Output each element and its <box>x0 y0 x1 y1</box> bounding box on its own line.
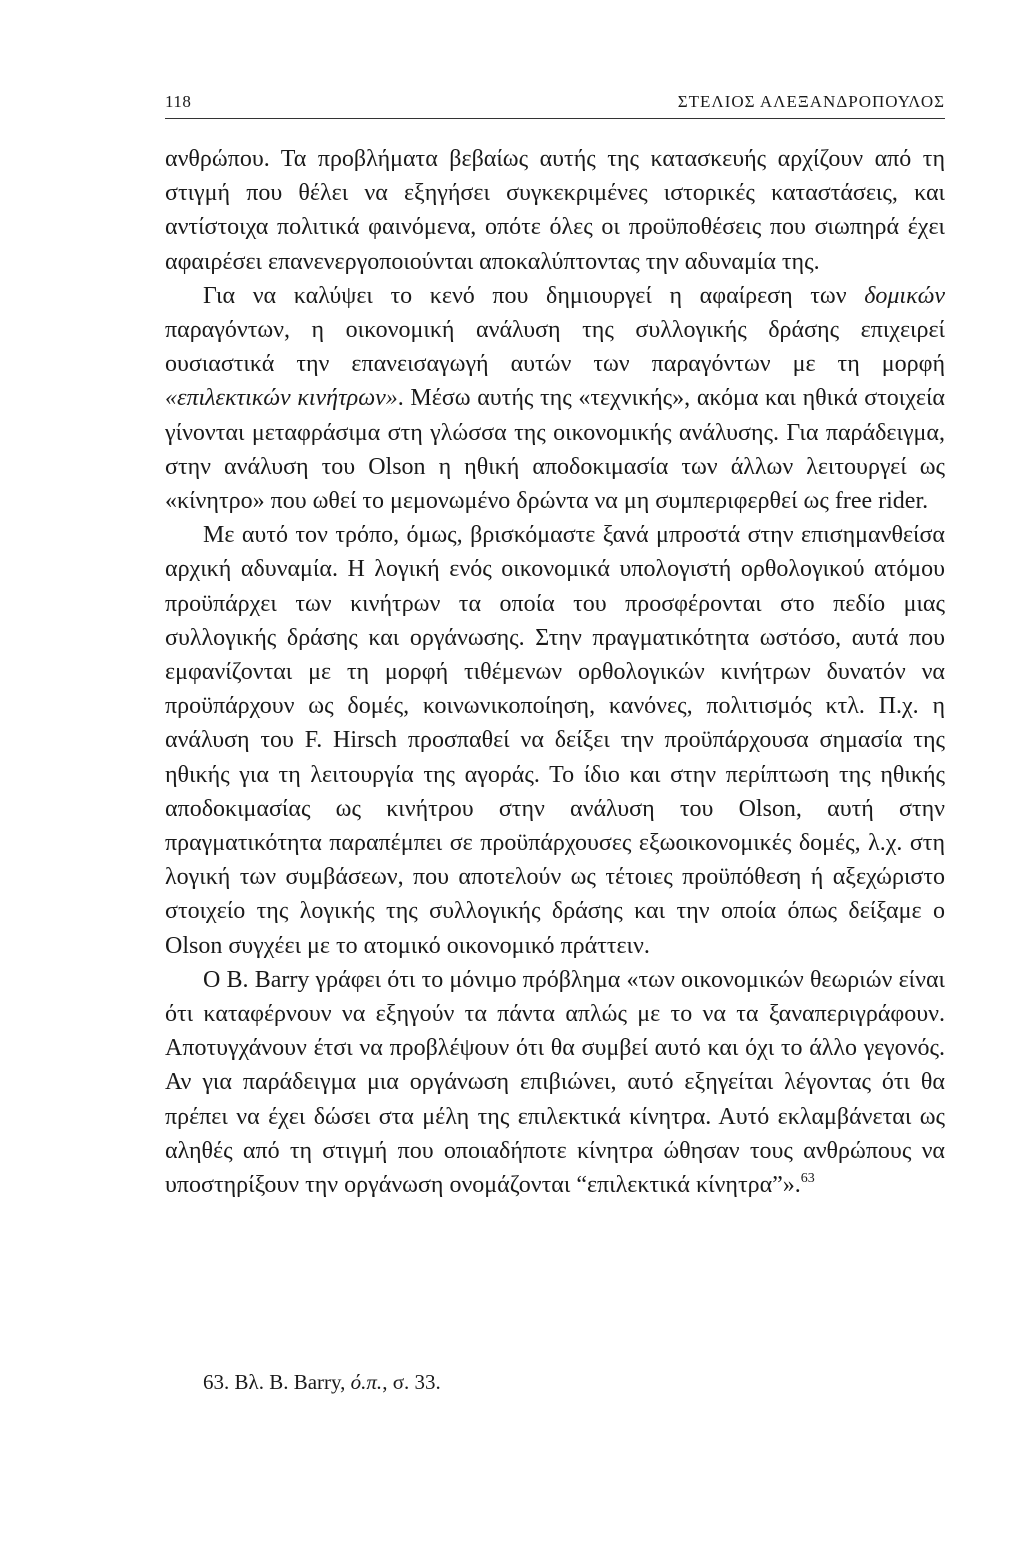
header-rule <box>165 118 945 119</box>
paragraph-1: ανθρώπου. Τα προβλήματα βεβαίως αυτής της κατασκευής αρχίζουν από τη στιγμή που θέλει να εξηγήσει συγκεκριμένες ιστορικές καταστάσεις, και αντίστοιχα πολιτικά φαινόμενα, οπότε όλες οι προϋποθέσεις που σιωπηρά έχει αφαιρέσει επανενεργοποιούνται αποκαλύπτοντας την αδυναμία της. <box>165 146 945 275</box>
footnote-number: 63. <box>203 1370 230 1394</box>
paragraph-4 <box>165 963 945 1202</box>
running-head-author: ΣΤΕΛΙΟΣ ΑΛΕΞΑΝΔΡΟΠΟΥΛΟΣ <box>677 92 945 111</box>
body-text <box>165 142 945 1202</box>
page-number: 118 <box>165 92 192 111</box>
paragraph-2-emphasis-structural: δομικών <box>864 282 945 309</box>
book-page <box>165 0 945 1551</box>
running-head <box>165 92 945 114</box>
paragraph-2-text-a: Για να καλύψει το κενό που δημιουργεί η αφαίρεση των <box>203 282 865 309</box>
footnote-text-a: Βλ. Β. Barry, <box>229 1370 351 1394</box>
paragraph-2-emphasis-incentives: «επιλεκτικών κινήτρων» <box>165 385 398 412</box>
footnote-op-cit: ό.π. <box>350 1370 383 1394</box>
footnote-reference-63[interactable]: 63 <box>800 1171 815 1187</box>
paragraph-3: Με αυτό τον τρόπο, όμως, βρισκόμαστε ξανά μπροστά στην επισημανθείσα αρχική αδυναμία. Η λογική ενός οικονομικά υπολογιστή ορθολογικού ατόμου προϋπάρχει των κινήτρων τα οποία του προσφέρονται στο πεδίο μιας συλλογικής δράσης και οργάνωσης. Στην πραγματικότητα ωστόσο, αυτά που εμφανίζονται με τη μορφή τιθέμενων ορθολογικών κινήτρων δυνατόν να προϋπάρχουν ως δομές, κοινωνικοποίηση, κανόνες, πολιτισμός κτλ. Π.χ. η ανάλυση του F. Hirsch προσπαθεί να δείξει την προϋπάρχουσα σημασία της ηθικής για τη λειτουργία της αγοράς. Το ίδιο και στην περίπτωση της ηθικής αποδοκιμασίας ως κινήτρου στην ανάλυση του Olson, αυτή στην πραγματικότητα παραπέμπει σε προϋπάρχουσες εξωοικονομικές δομές, λ.χ. στη λογική των συμβάσεων, που αποτελούν ως τέτοιες προϋπόθεση ή αξεχώριστο στοιχείο της λογικής της συλλογικής δράσης και την οποία όπως δείξαμε ο Olson συγχέει με το ατομικό οικονομικό πράττειν. <box>165 522 945 959</box>
paragraph-2-text-c: . Μέσω αυτής της «τεχνικής», ακόμα και ηθικά στοιχεία γίνονται μεταφράσιμα στη γλώσσα της οικονομικής ανάλυσης. Για παράδειγμα, στην ανάλυση του Olson η ηθική αποδοκιμασία των άλλων λειτουργεί ως «κίνητρο» που ωθεί το μεμονωμένο δρώντα να μη συμπεριφερθεί ως free rider. <box>165 385 945 515</box>
paragraph-2 <box>165 279 945 518</box>
paragraph-4-text: Ο Β. Barry γράφει ότι το μόνιμο πρόβλημα «των οικονομικών θεωριών είναι ότι καταφέρνουν να εξηγούν τα πάντα απλώς με το να τα ξαναπεριγράφουν. Αποτυγχάνουν έτσι να προβλέψουν ότι θα συμβεί αυτό και όχι το άλλο γεγονός. Αν για παράδειγμα μια οργάνωση επιβιώνει, αυτό εξηγείται λέγοντας ότι θα πρέπει να έχει δώσει στα μέλη της επιλεκτικά κίνητρα. Αυτό εκλαμβάνεται ως αληθές από τη στιγμή που οποιαδήποτε κίνητρα ώθησαν τους ανθρώπους να υποστηρίξουν την οργάνωση ονομάζονται “επιλεκτικά κίνητρα”». <box>165 966 945 1199</box>
footnote-63 <box>203 1368 945 1396</box>
paragraph-2-text-b: παραγόντων, η οικονομική ανάλυση της συλλογικής δράσης επιχειρεί ουσιαστικά την επανεισαγωγή αυτών των παραγόντων με τη μορφή <box>165 317 945 378</box>
footnote-text-b: , σ. 33. <box>382 1370 441 1394</box>
